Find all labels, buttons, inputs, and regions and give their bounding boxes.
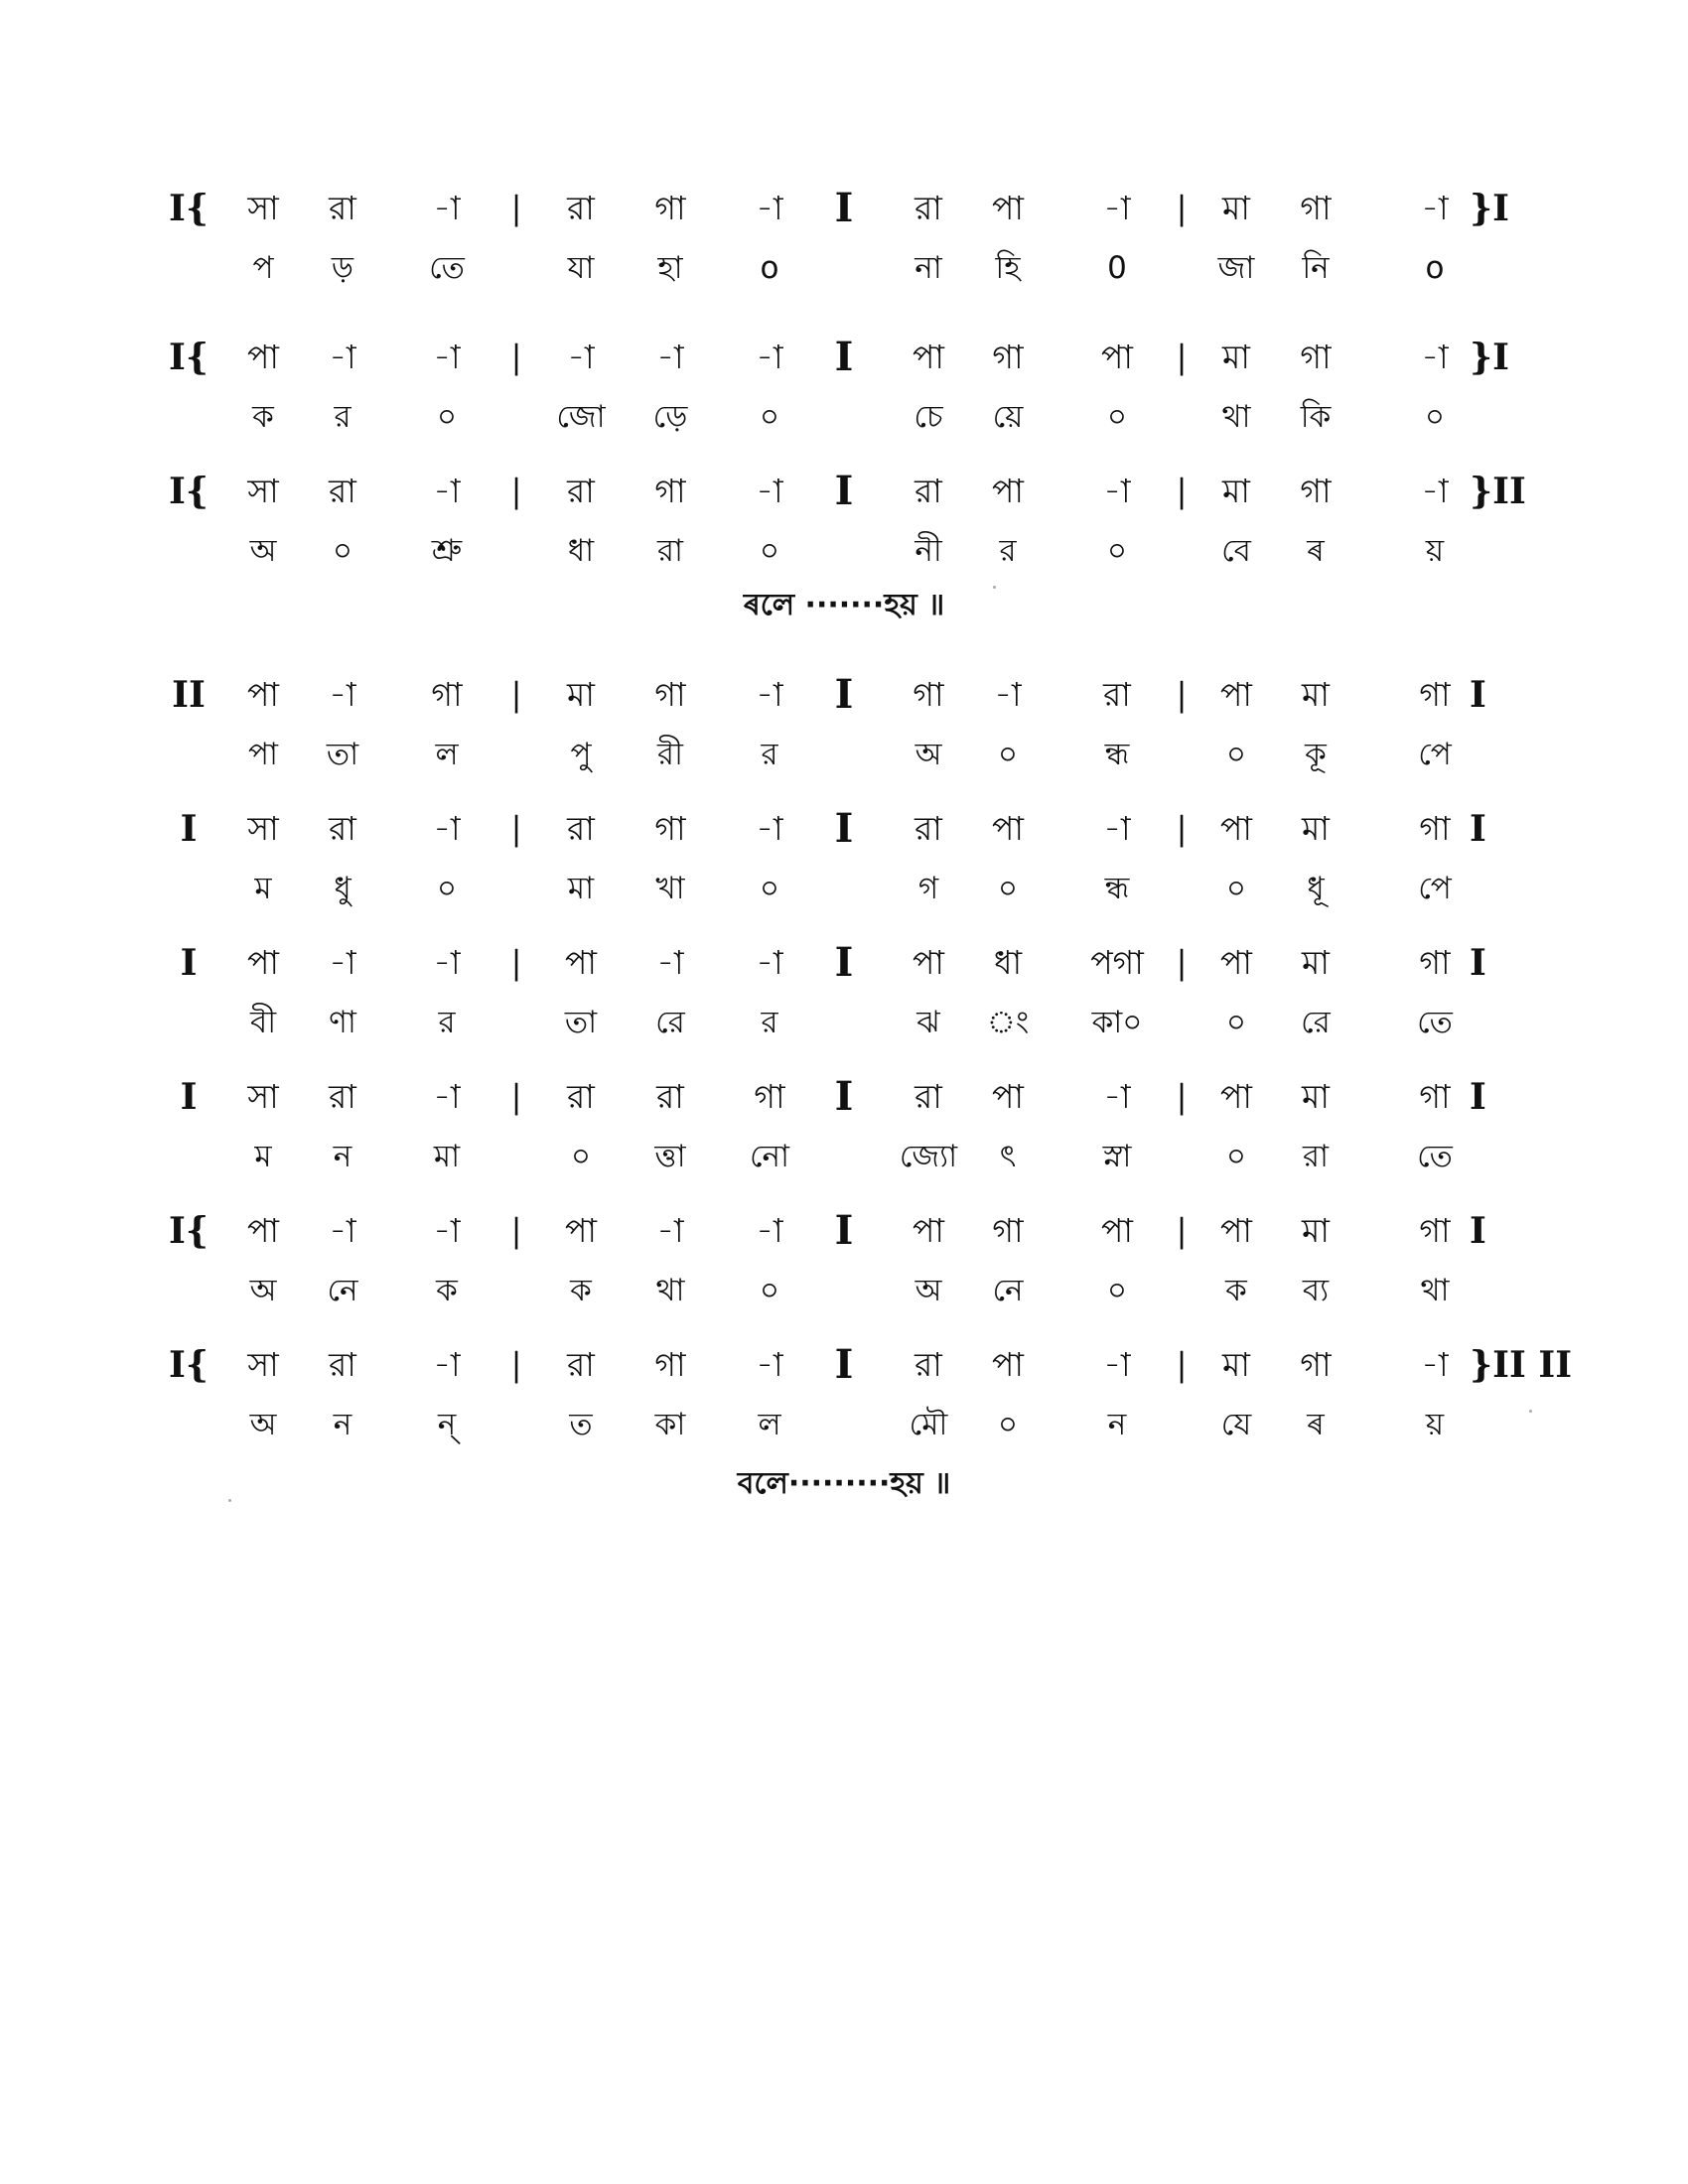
lyric-syllable: ণা [329,1005,356,1040]
lyric-syllable: ০ [759,533,780,569]
swara-note: গা [1300,189,1332,227]
lyric-syllable: ল [435,737,459,772]
swara-note: পা [1101,1211,1133,1250]
lyric-syllable: ০ [997,737,1019,772]
lyric-syllable: ন্ধ [1104,737,1130,772]
swara-note: রা [329,189,356,227]
lyric-syllable: ৰ [1307,1407,1325,1442]
lyric-syllable: হা [657,250,683,286]
lyric-syllable: হি [995,250,1021,286]
section-open-mark: I [180,942,198,984]
beat-bar: | [510,943,522,982]
lyric-line [0,1261,1688,1320]
beat-bar-major: I [834,185,854,231]
scan-speck [1529,1410,1532,1413]
lyric-syllable: 0 [1107,250,1127,286]
lyric-syllable: নে [327,1273,358,1308]
swara-note: গা [654,1345,686,1384]
lyric-syllable: নে [992,1273,1024,1308]
lyric-syllable: নো [749,1139,790,1174]
lyric-syllable: গ [917,871,939,906]
lyric-line [0,1127,1688,1186]
swara-note: পা [992,472,1024,510]
swara-note: পা [992,189,1024,227]
lyric-syllable: তে [1417,1005,1453,1040]
lyric-syllable: ত [569,1407,593,1442]
lyric-syllable: র [334,399,352,435]
lyric-syllable: ০ [1225,1139,1247,1174]
lyric-syllable: ০ [1424,399,1446,435]
scan-speck [993,586,996,589]
swara-note: মা [1222,1345,1250,1384]
swara-note: সা [247,472,279,510]
lyric-syllable: ম [254,871,272,906]
lyric-syllable: ম [254,1139,272,1174]
swara-note: গা [1300,472,1332,510]
lyric-syllable: অ [249,533,277,569]
section-open-mark: I{ [169,471,209,512]
lyric-syllable: ক [436,1273,458,1308]
swara-note: গা [992,338,1024,376]
swara-note: গা [1419,1211,1451,1250]
lyric-syllable: ০ [997,871,1019,906]
swara-note: -া [1103,1077,1131,1116]
lyric-line [0,521,1688,581]
swara-note: গা [992,1211,1024,1250]
swara-note: -া [1103,472,1131,510]
beat-bar: | [510,338,522,376]
lyric-syllable: অ [914,1273,942,1308]
swara-note: -া [433,809,461,848]
section-open-mark: I{ [169,188,209,229]
lyric-syllable: ০ [1106,1273,1128,1308]
lyric-syllable: থা [655,1273,685,1308]
lyric-syllable: ধূ [1307,871,1325,906]
lyric-syllable: ল [758,1407,781,1442]
section-open-mark: I{ [169,1210,209,1252]
swara-note: পা [1220,1077,1252,1116]
swara-note: পা [913,338,944,376]
swara-note: রা [914,1077,942,1116]
lyric-syllable: রে [655,1005,685,1040]
swara-note: গা [654,189,686,227]
section-open-mark: I [180,1076,198,1118]
swara-note: রা [1103,675,1131,714]
beat-bar: | [1176,472,1188,510]
section-close-mark: I [1470,942,1486,984]
swara-note: -া [1421,189,1449,227]
beat-bar: | [1176,1345,1188,1384]
beat-bar-major: I [834,1207,854,1254]
beat-bar: | [1176,943,1188,982]
section-close-mark: }II II [1470,1344,1573,1386]
lyric-syllable: ক [570,1273,592,1308]
lyric-syllable: ০ [436,871,458,906]
swara-note: -া [1103,189,1131,227]
lyric-syllable: ন [333,1407,352,1442]
beat-bar-major: I [834,939,854,986]
section-close-mark: I [1470,808,1486,850]
swara-note: গা [654,809,686,848]
lyric-syllable: ন [1107,1407,1127,1442]
lyric-syllable: নী [914,533,942,569]
lyric-syllable: ন [333,1139,352,1174]
lyric-syllable: পে [1418,871,1452,906]
swara-note: পা [247,338,279,376]
lyric-syllable: ০ [436,399,458,435]
swara-note: পা [913,943,944,982]
lyric-syllable: ধা [567,533,595,569]
swara-note: মা [1302,1077,1330,1116]
lyric-syllable: ০ [759,871,780,906]
lyric-syllable: ০ [332,533,353,569]
swara-note: রা [914,1345,942,1384]
lyric-syllable: অ [249,1407,277,1442]
beat-bar: | [1176,675,1188,714]
lyric-syllable: তে [1417,1139,1453,1174]
swara-note: -া [1421,1345,1449,1384]
lyric-syllable: ০ [759,399,780,435]
lyric-syllable: o [760,250,779,286]
lyric-syllable: থা [1221,399,1251,435]
swara-note: গা [1300,338,1332,376]
swara-note: -া [994,675,1022,714]
lyric-syllable: য় [1425,533,1445,569]
swara-note: -া [329,1211,356,1250]
lyric-syllable: য় [1425,1407,1445,1442]
beat-bar: | [1176,1211,1188,1250]
lyric-syllable: প [252,250,274,286]
lyric-syllable: ড় [331,250,354,286]
swara-note: সা [247,1345,279,1384]
lyric-syllable: যা [567,250,595,286]
swara-note: -া [756,675,783,714]
lyric-syllable: ন্ধ [1104,871,1130,906]
lyric-syllable: ০ [570,1139,592,1174]
beat-bar-major: I [834,468,854,514]
swara-note: পা [1220,1211,1252,1250]
swara-note: -া [433,1345,461,1384]
swara-note: -া [433,943,461,982]
lyric-syllable: খা [655,871,685,906]
scan-speck [228,1499,231,1502]
beat-bar: | [1176,338,1188,376]
swara-note: গা [1419,943,1451,982]
swara-note: রা [329,1345,356,1384]
lyric-line [0,387,1688,447]
swara-note: রা [567,809,595,848]
swara-note: রা [567,1077,595,1116]
swara-note: মা [1222,472,1250,510]
swara-note: -া [656,338,684,376]
swara-note: পা [992,1077,1024,1116]
beat-bar: | [510,472,522,510]
swara-note: মা [1302,809,1330,848]
lyric-syllable: র [761,1005,778,1040]
beat-bar-major: I [834,334,854,380]
swara-note: গা [1300,1345,1332,1384]
swara-note: ধা [993,943,1023,982]
lyric-syllable: নি [1302,250,1330,286]
lyric-syllable: অ [249,1273,277,1308]
swara-line [0,933,1688,993]
lyric-syllable: o [1425,250,1445,286]
beat-bar: | [510,675,522,714]
lyric-syllable: কূ [1305,737,1327,772]
swara-note: পগা [1090,943,1144,982]
swara-line [0,799,1688,859]
swara-note: -া [756,338,783,376]
lyric-syllable: জা [1217,250,1255,286]
section-close-mark: }I [1470,188,1509,229]
swara-note: -া [433,472,461,510]
refrain-line: বলে·········হয় ॥ [737,1466,951,1501]
lyric-syllable: ০ [1106,533,1128,569]
swara-note: পা [992,809,1024,848]
beat-bar: | [1176,189,1188,227]
swara-note: সা [247,189,279,227]
beat-bar: | [510,189,522,227]
swara-note: -া [1421,338,1449,376]
swara-note: গা [431,675,463,714]
beat-bar: | [1176,1077,1188,1116]
swara-note: গা [654,675,686,714]
lyric-syllable: ঝ [916,1005,940,1040]
section-close-mark: I [1470,1076,1486,1118]
lyric-syllable: যে [1220,1407,1252,1442]
lyric-line [0,859,1688,918]
lyric-syllable: র [999,533,1017,569]
lyric-syllable: কা০ [1091,1005,1143,1040]
lyric-syllable: পা [247,737,279,772]
lyric-syllable: পে [1418,737,1452,772]
section-close-mark: }II [1470,471,1526,512]
lyric-line [0,238,1688,298]
lyric-syllable: ধু [334,871,352,906]
swara-note: -া [756,189,783,227]
swara-note: রা [914,472,942,510]
swara-note: পা [1220,809,1252,848]
lyric-syllable: মৌ [909,1407,948,1442]
lyric-syllable: র [761,737,778,772]
swara-note: -া [1103,1345,1131,1384]
section-open-mark: I [180,808,198,850]
swara-note: রা [329,472,356,510]
swara-note: রা [329,1077,356,1116]
lyric-syllable: ০ [1225,871,1247,906]
lyric-syllable: তা [564,1005,598,1040]
swara-note: মা [1302,943,1330,982]
beat-bar-major: I [834,1073,854,1120]
lyric-syllable: রে [1301,1005,1331,1040]
lyric-syllable: রা [1302,1139,1330,1174]
swara-note: পা [913,1211,944,1250]
swara-note: পা [247,675,279,714]
swara-note: -া [433,1077,461,1116]
lyric-syllable: তে [429,250,465,286]
section-open-mark: II [172,674,206,716]
swara-note: -া [756,809,783,848]
lyric-syllable: য়ে [992,399,1024,435]
swara-note: পা [565,943,597,982]
swara-line [0,1067,1688,1127]
lyric-syllable: ০ [1106,399,1128,435]
section-close-mark: I [1470,674,1486,716]
swara-note: -া [329,675,356,714]
lyric-syllable: জ্যো [899,1139,958,1174]
swara-note: পা [1101,338,1133,376]
swara-line [0,1335,1688,1395]
beat-bar: | [1176,809,1188,848]
lyric-syllable: বে [1221,533,1251,569]
lyric-syllable: ব্য [1302,1273,1330,1308]
lyric-line [0,725,1688,784]
swara-note: রা [567,1345,595,1384]
beat-bar: | [510,1077,522,1116]
swara-note: -া [756,1211,783,1250]
lyric-syllable: অ [914,737,942,772]
lyric-syllable: ০ [1225,1005,1247,1040]
lyric-syllable: মা [433,1139,461,1174]
lyric-line [0,993,1688,1052]
beat-bar-major: I [834,805,854,852]
lyric-syllable: ত্তা [654,1139,686,1174]
refrain-line: ৰলে ·······হয় ॥ [743,588,945,622]
lyric-syllable: থা [1420,1273,1450,1308]
swara-note: -া [656,1211,684,1250]
swara-note: গা [913,675,944,714]
lyric-syllable: বী [249,1005,277,1040]
swara-line [0,1201,1688,1261]
swara-note: -া [756,472,783,510]
lyric-syllable: ৎ [999,1139,1017,1174]
lyric-syllable: ক [1225,1273,1247,1308]
lyric-syllable: ০ [1225,737,1247,772]
swara-note: মা [1222,338,1250,376]
lyric-syllable: জো [556,399,606,435]
swara-line [0,179,1688,238]
lyric-syllable: রী [657,737,683,772]
swara-note: সা [247,809,279,848]
swara-note: রা [329,809,356,848]
section-open-mark: I{ [169,337,209,378]
lyric-syllable: ক [252,399,274,435]
swara-note: পা [1220,675,1252,714]
swara-note: রা [914,189,942,227]
swara-note: পা [247,1211,279,1250]
beat-bar: | [510,809,522,848]
lyric-syllable: মা [567,871,595,906]
lyric-syllable: রা [656,533,684,569]
swara-note: সা [247,1077,279,1116]
swara-note: গা [1419,809,1451,848]
lyric-syllable: ০ [997,1407,1019,1442]
swara-note: -া [756,1345,783,1384]
swara-note: রা [567,189,595,227]
swara-note: রা [567,472,595,510]
swara-note: -া [1103,809,1131,848]
swara-note: পা [247,943,279,982]
section-close-mark: I [1470,1210,1486,1252]
swara-line [0,328,1688,387]
swara-line [0,462,1688,521]
swara-note: মা [1302,1211,1330,1250]
swara-note: মা [1222,189,1250,227]
swara-note: -া [656,943,684,982]
swara-note: গা [1419,1077,1451,1116]
lyric-syllable: র [438,1005,456,1040]
swara-note: -া [567,338,595,376]
lyric-syllable: শ্রু [431,533,463,569]
swara-note: গা [754,1077,785,1116]
lyric-syllable: ং [986,1005,1030,1040]
swara-note: রা [656,1077,684,1116]
lyric-line [0,1395,1688,1454]
lyric-syllable: স্না [1102,1139,1132,1174]
section-close-mark: }I [1470,337,1509,378]
swara-note: গা [654,472,686,510]
swara-note: মা [1302,675,1330,714]
lyric-syllable: ড়ে [652,399,688,435]
lyric-syllable: তা [326,737,359,772]
swara-note: -া [433,338,461,376]
swara-note: -া [329,338,356,376]
swara-note: -া [756,943,783,982]
lyric-syllable: না [914,250,942,286]
section-open-mark: I{ [169,1344,209,1386]
swara-note: পা [1220,943,1252,982]
lyric-syllable: কা [654,1407,686,1442]
swara-note: গা [1419,675,1451,714]
lyric-syllable: ন্ [437,1407,457,1442]
swara-note: পা [565,1211,597,1250]
swara-note: -া [433,1211,461,1250]
beat-bar: | [510,1211,522,1250]
beat-bar-major: I [834,671,854,718]
lyric-syllable: পু [570,737,592,772]
swara-note: -া [433,189,461,227]
swara-note: মা [567,675,595,714]
swara-note: -া [1421,472,1449,510]
swara-line [0,665,1688,725]
lyric-syllable: চে [914,399,943,435]
swara-note: -া [329,943,356,982]
beat-bar: | [510,1345,522,1384]
swara-note: রা [914,809,942,848]
lyric-syllable: ০ [759,1273,780,1308]
swara-note: পা [992,1345,1024,1384]
lyric-syllable: কি [1300,399,1332,435]
beat-bar-major: I [834,1341,854,1388]
lyric-syllable: ৰ [1307,533,1325,569]
